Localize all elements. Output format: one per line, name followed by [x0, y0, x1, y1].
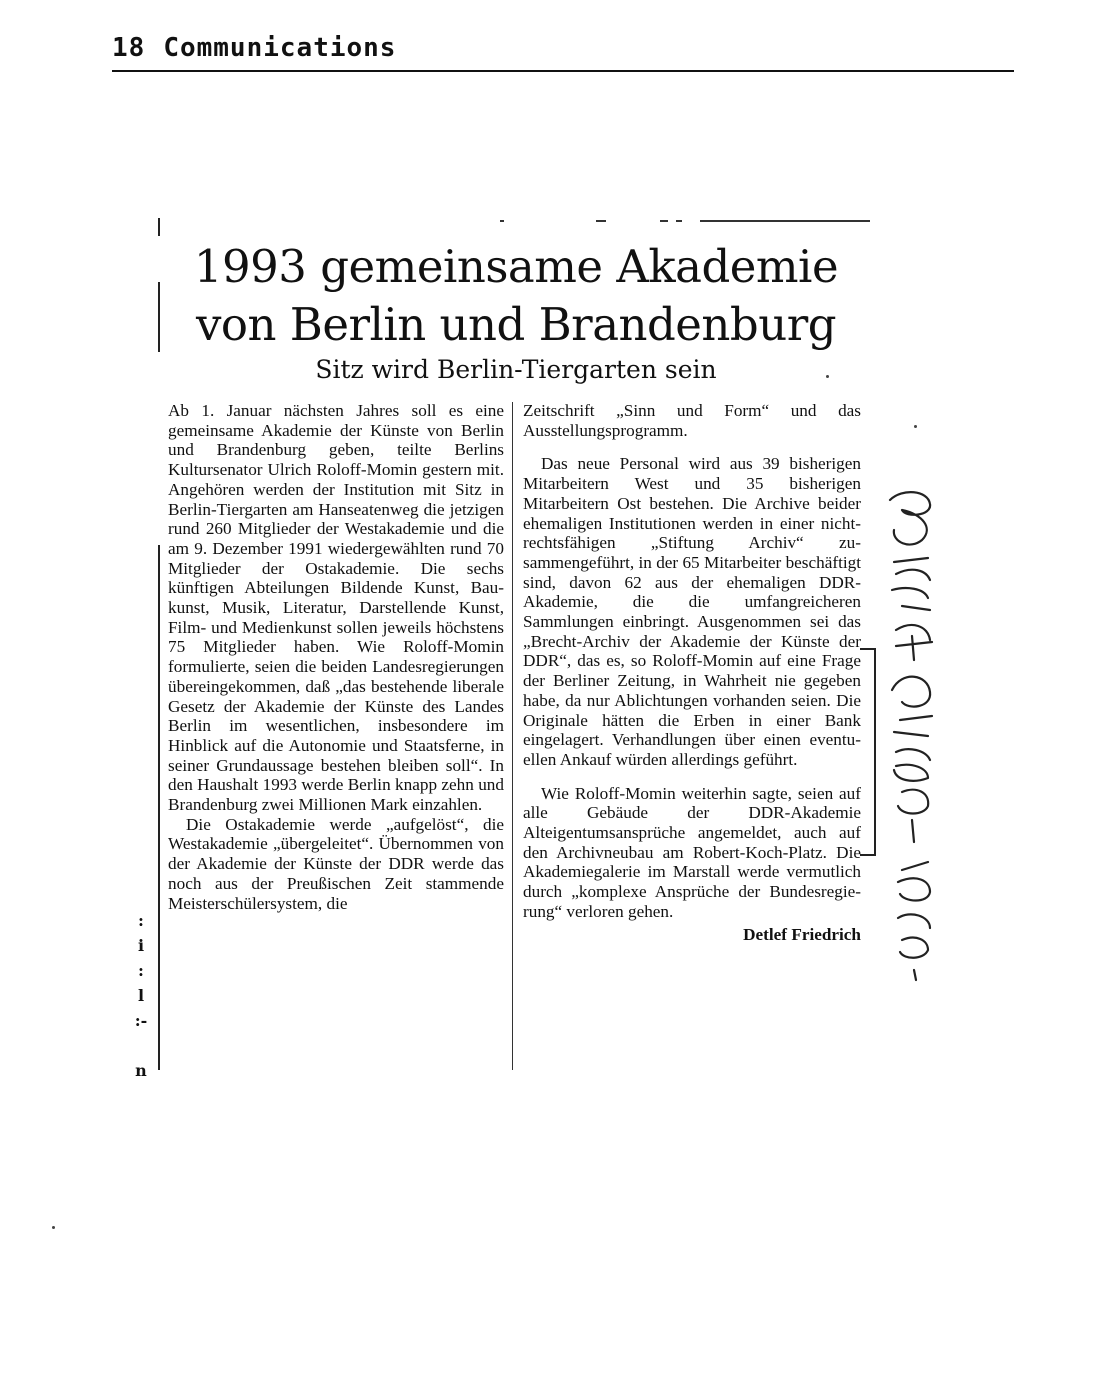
margin-rule — [158, 218, 160, 236]
paragraph: Zeitschrift „Sinn und Form“ und das Ausstellungsprogramm. — [523, 401, 861, 440]
paragraph: Wie Roloff-Momin weiterhin sagte, seien auf alle Gebäude der DDR-Akademie Alteigentumsansprüche angemeldet, auch auf den Archivneubau am Robert-Koch-Platz. Die Akademiegalerie im Marstall werde vermutlich durch „komplexe Ansprüche der Bundesregierung“ verloren gehen. — [523, 783, 861, 921]
speck — [914, 425, 917, 428]
section-title: Communications — [163, 33, 397, 63]
article-subheadline: Sitz wird Berlin-Tiergarten sein — [315, 355, 717, 384]
headline-line-2: von Berlin und Brandenburg — [195, 298, 837, 351]
page-header — [112, 30, 1014, 72]
margin-rule — [158, 545, 160, 1070]
speck — [52, 1226, 55, 1229]
speck — [826, 375, 829, 378]
paragraph: Das neue Personal wird aus 39 bisherigen Mitarbeitern West und 35 bisherigen Mitarbeitern Ost bestehen. Die Archive beider ehemaligen Institutionen werden in einer nichtrechtsfähigen „Stiftung Archiv“ zusammengeführt, in der 65 Mitarbeiter beschäftigt sind, davon 62 aus der ehemaligen DDR-Akademie, die die umfangreicheren Sammlungen einbringt. Ausgenommen sei das „Brecht-Archiv der Akademie der Künste der DDR“, das es, so Roloff-Momin auf eine Frage der Berliner Zeitung, in Wahrheit nie gegeben habe, da nur Ablichtungen vorhanden seien. Die Originale hätten die Erben in einer Bank eingelagert. Verhandlungen über einen eventuellen Ankauf würden allerdings geführt. — [523, 454, 861, 769]
column-divider — [512, 402, 513, 1070]
article-headline — [160, 238, 872, 354]
handwriting-scribble — [872, 470, 952, 990]
article-right-column — [523, 401, 861, 944]
headline-line-1: 1993 gemeinsame Akademie — [193, 240, 839, 293]
margin-fragments: : i : l :- n — [134, 911, 148, 1080]
torn-edge-dashes — [500, 220, 870, 226]
paragraph: Ab 1. Januar nächsten Jahres soll es eine gemeinsame Akademie der Künste von Berlin und Brandenburg geben, teilte Berlins Kultursenator Ulrich Roloff-Momin gestern mit. Angehören werden der Institution mit Sitz in Berlin-Tiergarten am Hanseatenweg die jetzigen rund 260 Mitglieder der Westakademie und die am 9. Dezember 1991 wiedergewählten rund 70 Mitglieder der Ostakademie. Die sechs künftigen Abteilungen Bildende Kunst, Baukunst, Musik, Literatur, Darstellende Kunst, Film- und Medienkunst sollen jeweils höchstens 75 Mitglieder haben. Wie Roloff-Momin formulierte, seien die beiden Landesregierungen übereingekommen, daß „das bestehende liberale Gesetz der Akademie der Künste des Landes Berlin im wesentlichen, insbesondere im Hinblick auf die Autonomie und Staatsferne, in seiner Grundaussage bestehen bleiben soll“. In den Haushalt 1993 werde Berlin knapp zehn und Brandenburg zwei Millionen Mark einzahlen. — [168, 401, 504, 815]
page-number: 18 — [112, 33, 146, 63]
paragraph: Die Ostakademie werde „aufgelöst“, die Westakademie „übergeleitet“. Übernommen von der Akademie der Künste der DDR werde das noch aus der Preußischen Zeit stammende Meisterschülersystem, die — [168, 814, 504, 913]
article-byline: Detlef Friedrich — [743, 924, 861, 944]
article-left-column — [168, 401, 504, 913]
handwritten-source-note — [872, 470, 952, 990]
